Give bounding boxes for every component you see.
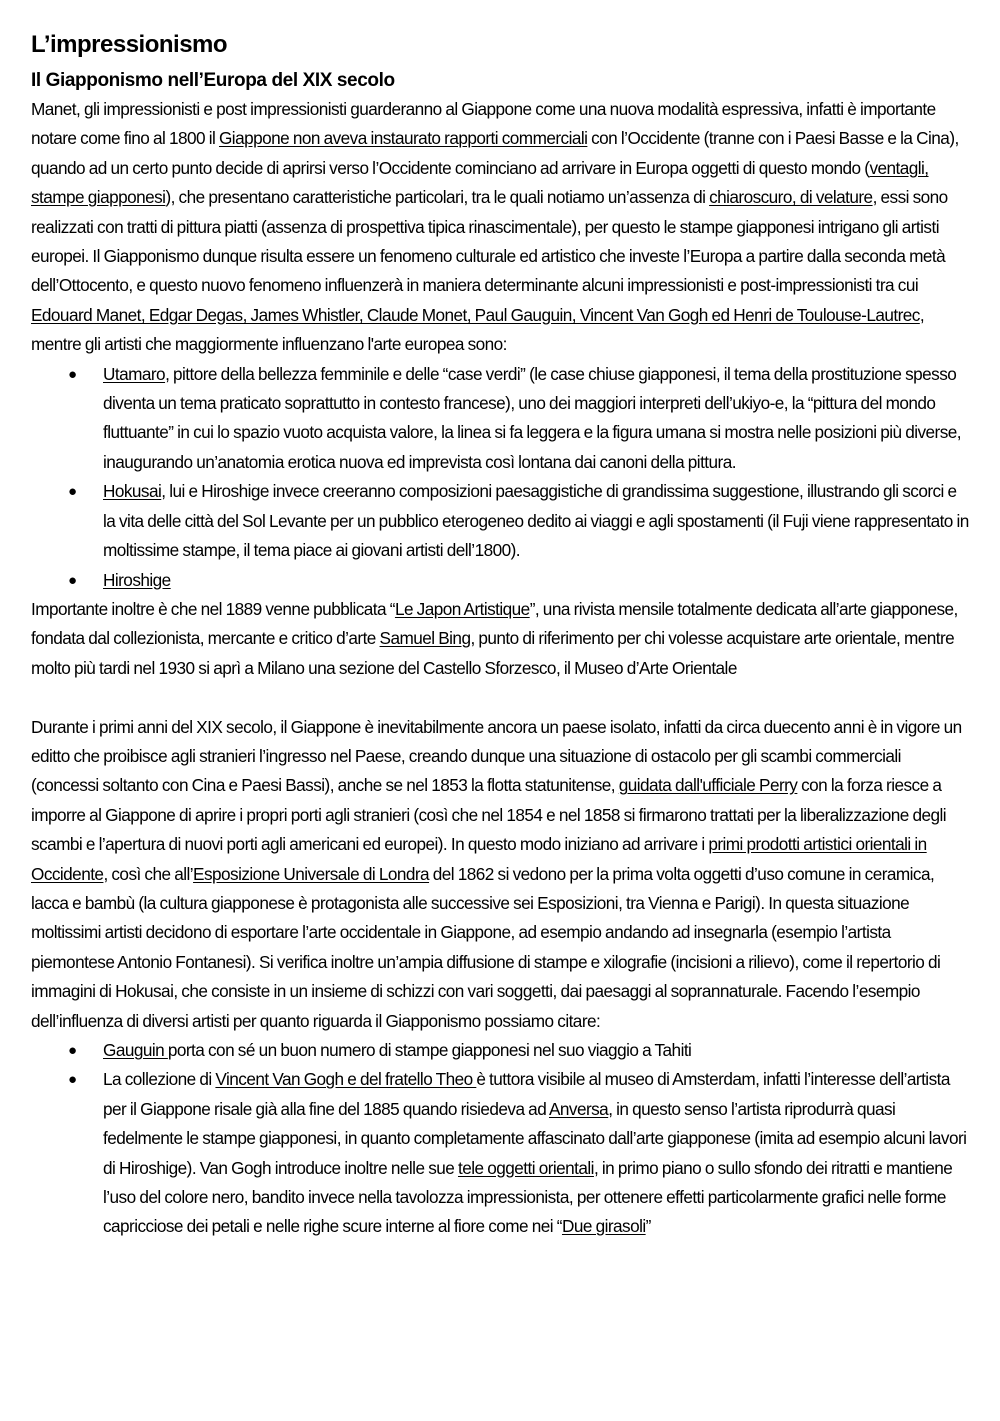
text-run: , così che all’ <box>103 863 194 884</box>
japanese-artists-list <box>31 360 970 595</box>
japon-artistique-paragraph <box>31 595 970 683</box>
text-run: del 1862 si vedono per la prima volta oggetti d’uso comune in ceramica, lacca e bambù (la cultura giapponese è protagonista alle successive sei Esposizioni, tra Vienna e Parigi). In questa situazione moltissimi artisti decidono di esportare l’arte occidentale in Giappone, ad esempio andando ad insegnarla (esempio l’artista piemontese Antonio Fontanesi). Si verifica inoltre un’ampia diffusione di stampe e xilografie (incisioni a rilievo), come il repertorio di immagini di Hokusai, che consiste in un insieme di schizzi con vari soggetti, dai paesaggi al soprannaturale. Facendo l’esempio dell’influenza di diversi artisti per quanto riguarda il Giapponismo possiamo citare: <box>31 863 941 1031</box>
link-chiaroscuro[interactable]: chiaroscuro, di velature <box>709 187 873 208</box>
text-run: , mentre gli artisti che maggiormente influenzano l'arte europea sono: <box>31 304 925 355</box>
list-item-van-gogh <box>31 1065 970 1241</box>
bullet-icon: ● <box>68 365 77 383</box>
text-run: Durante i primi anni del XIX secolo, il Giappone è inevitabilmente ancora un paese isolato, infatti da circa duecento anni è in vigore un editto che proibisce agli stranieri l’ingresso nel Paese, creando dunque una situazione di ostacolo per gli scambi commerciali (concessi soltanto con Cina e Paesi Bassi), anche se nel 1853 la flotta statunitense, <box>31 716 962 796</box>
text-run: ” <box>645 1216 651 1237</box>
link-artists-list[interactable]: Edouard Manet, Edgar Degas, James Whistler, Claude Monet, Paul Gauguin, Vincent Van Gogh ed Henri de Toulouse-Lautrec <box>31 304 920 325</box>
link-hiroshige[interactable]: Hiroshige <box>103 569 171 590</box>
text-run: porta con sé un buon numero di stampe giapponesi nel suo viaggio a Tahiti <box>167 1039 692 1060</box>
bullet-icon: ● <box>68 571 77 589</box>
page-title: L’impressionismo <box>31 31 228 58</box>
link-tele-oggetti[interactable]: tele oggetti orientali <box>457 1157 594 1178</box>
history-paragraph <box>31 713 970 1036</box>
text-run: con la forza riesce a imporre al Giappone di aprire i propri porti agli stranieri (così che nel 1854 e nel 1858 si firmarono trattati per la liberalizzazione degli scambi e l’apertura di nuovi porti agli americani ed europei). In questo modo iniziano ad arrivare i <box>31 775 947 855</box>
link-giappone-rapporti[interactable]: Giappone non aveva instaurato rapporti commerciali <box>218 128 588 149</box>
influence-artists-list <box>31 1036 970 1242</box>
text-run: con l’Occidente (tranne con i Paesi Basse e la Cina), quando ad un certo punto decide di aprirsi verso l’Occidente cominciano ad arrivare in Europa oggetti di questo mondo ( <box>31 128 959 178</box>
text-run: ”, una rivista mensile totalmente dedicata all’arte giapponese, fondata dal collezionista, mercante e critico d’arte <box>31 598 958 649</box>
list-item-utamaro <box>31 360 970 478</box>
link-van-gogh-theo[interactable]: Vincent Van Gogh e del fratello Theo <box>215 1069 477 1090</box>
link-perry[interactable]: guidata dall'ufficiale Perry <box>618 775 798 796</box>
text-run: , essi sono realizzati con tratti di pittura piatti (assenza di prospettiva tipica rinascimentale), per questo le stampe giapponesi intrigano gli artisti europei. Il Giapponismo dunque risulta essere un fenomeno culturale ed artistico che investe l’Europa a partire dalla seconda metà dell’Ottocento, e questo nuovo fenomeno influenzerà in maniera determinante alcuni impressionisti e post-impressionisti tra cui <box>31 187 948 296</box>
list-item-hiroshige <box>31 566 970 595</box>
link-gauguin[interactable]: Gauguin <box>103 1039 168 1060</box>
link-le-japon-artistique[interactable]: Le Japon Artistique <box>394 598 530 619</box>
link-due-girasoli[interactable]: Due girasoli <box>561 1216 646 1237</box>
text-run: , lui e Hiroshige invece creeranno composizioni paesaggistiche di grandissima suggestione, illustrando gli scorci e la vita delle città del Sol Levante per un pubblico eterogeneo dedito ai viaggi e agli spostamenti (il Fuji viene rappresentato in moltissime stampe, il tema piace ai giovani artisti dell’1800). <box>103 481 969 561</box>
link-utamaro[interactable]: Utamaro <box>103 363 166 384</box>
link-anversa[interactable]: Anversa <box>548 1098 609 1119</box>
text-run: Importante inoltre è che nel 1889 venne pubblicata “ <box>31 598 395 619</box>
list-item-hokusai <box>31 477 970 565</box>
link-hokusai[interactable]: Hokusai <box>103 481 162 502</box>
link-esposizione-londra[interactable]: Esposizione Universale di Londra <box>193 863 430 884</box>
text-run: è tuttora visibile al museo di Amsterdam, infatti l’interesse dell’artista per il Giappone risale già alla fine del 1885 quando risiedeva ad <box>103 1069 950 1119</box>
section-subtitle: Il Giapponismo nell’Europa del XIX secolo <box>31 70 395 91</box>
text-run: Manet, gli impressionisti e post impressionisti guarderanno al Giappone come una nuova modalità espressiva, infatti è importante notare come fino al 1800 il <box>31 99 936 149</box>
list-item-gauguin <box>31 1036 970 1065</box>
link-ventagli-stampe[interactable]: ventagli, stampe giapponesi <box>31 157 929 208</box>
text-run: La collezione di <box>103 1069 216 1090</box>
text-run: , in primo piano o sullo sfondo dei ritratti e mantiene l’uso del colore nero, bandito invece nella tavolozza impressionista, per ottenere effetti particolarmente grafici nelle forme capricciose dei petali e nelle righe scure interne al fiore come nei “ <box>103 1157 953 1237</box>
bullet-icon: ● <box>68 483 77 501</box>
link-primi-prodotti[interactable]: primi prodotti artistici orientali in Occidente <box>31 834 927 884</box>
link-samuel-bing[interactable]: Samuel Bing <box>379 628 471 649</box>
bullet-icon: ● <box>68 1071 77 1089</box>
bullet-icon: ● <box>68 1041 77 1059</box>
blank-line <box>31 683 970 712</box>
text-run: ), che presentano caratteristiche particolari, tra le quali notiamo un’assenza di <box>165 187 710 208</box>
intro-paragraph <box>31 95 970 360</box>
text-run: , punto di riferimento per chi volesse acquistare arte orientale, mentre molto più tardi nel 1930 si aprì a Milano una sezione del Castello Sforzesco, il Museo d’Arte Orientale <box>31 628 955 678</box>
text-run: , in questo senso l’artista riprodurrà quasi fedelmente le stampe giapponesi, in quanto completamente affascinato dall’arte giapponese (imita ad esempio alcuni lavori di Hiroshige). Van Gogh introduce inoltre nelle sue <box>103 1098 967 1178</box>
text-run: , pittore della bellezza femminile e delle “case verdi” (le case chiuse giapponesi, il tema della prostituzione spesso diventa un tema praticato soprattutto in contesto francese), uno dei maggiori interpreti dell’ukiyo-e, la “pittura del mondo fluttuante” in cui lo spazio vuoto acquista valore, la linea si fa leggera e la figura umana si mostra nelle posizioni più diverse, inaugurando un’anatomia erotica nuova ed imprevista così lontana dai canoni della pittura. <box>103 363 962 472</box>
